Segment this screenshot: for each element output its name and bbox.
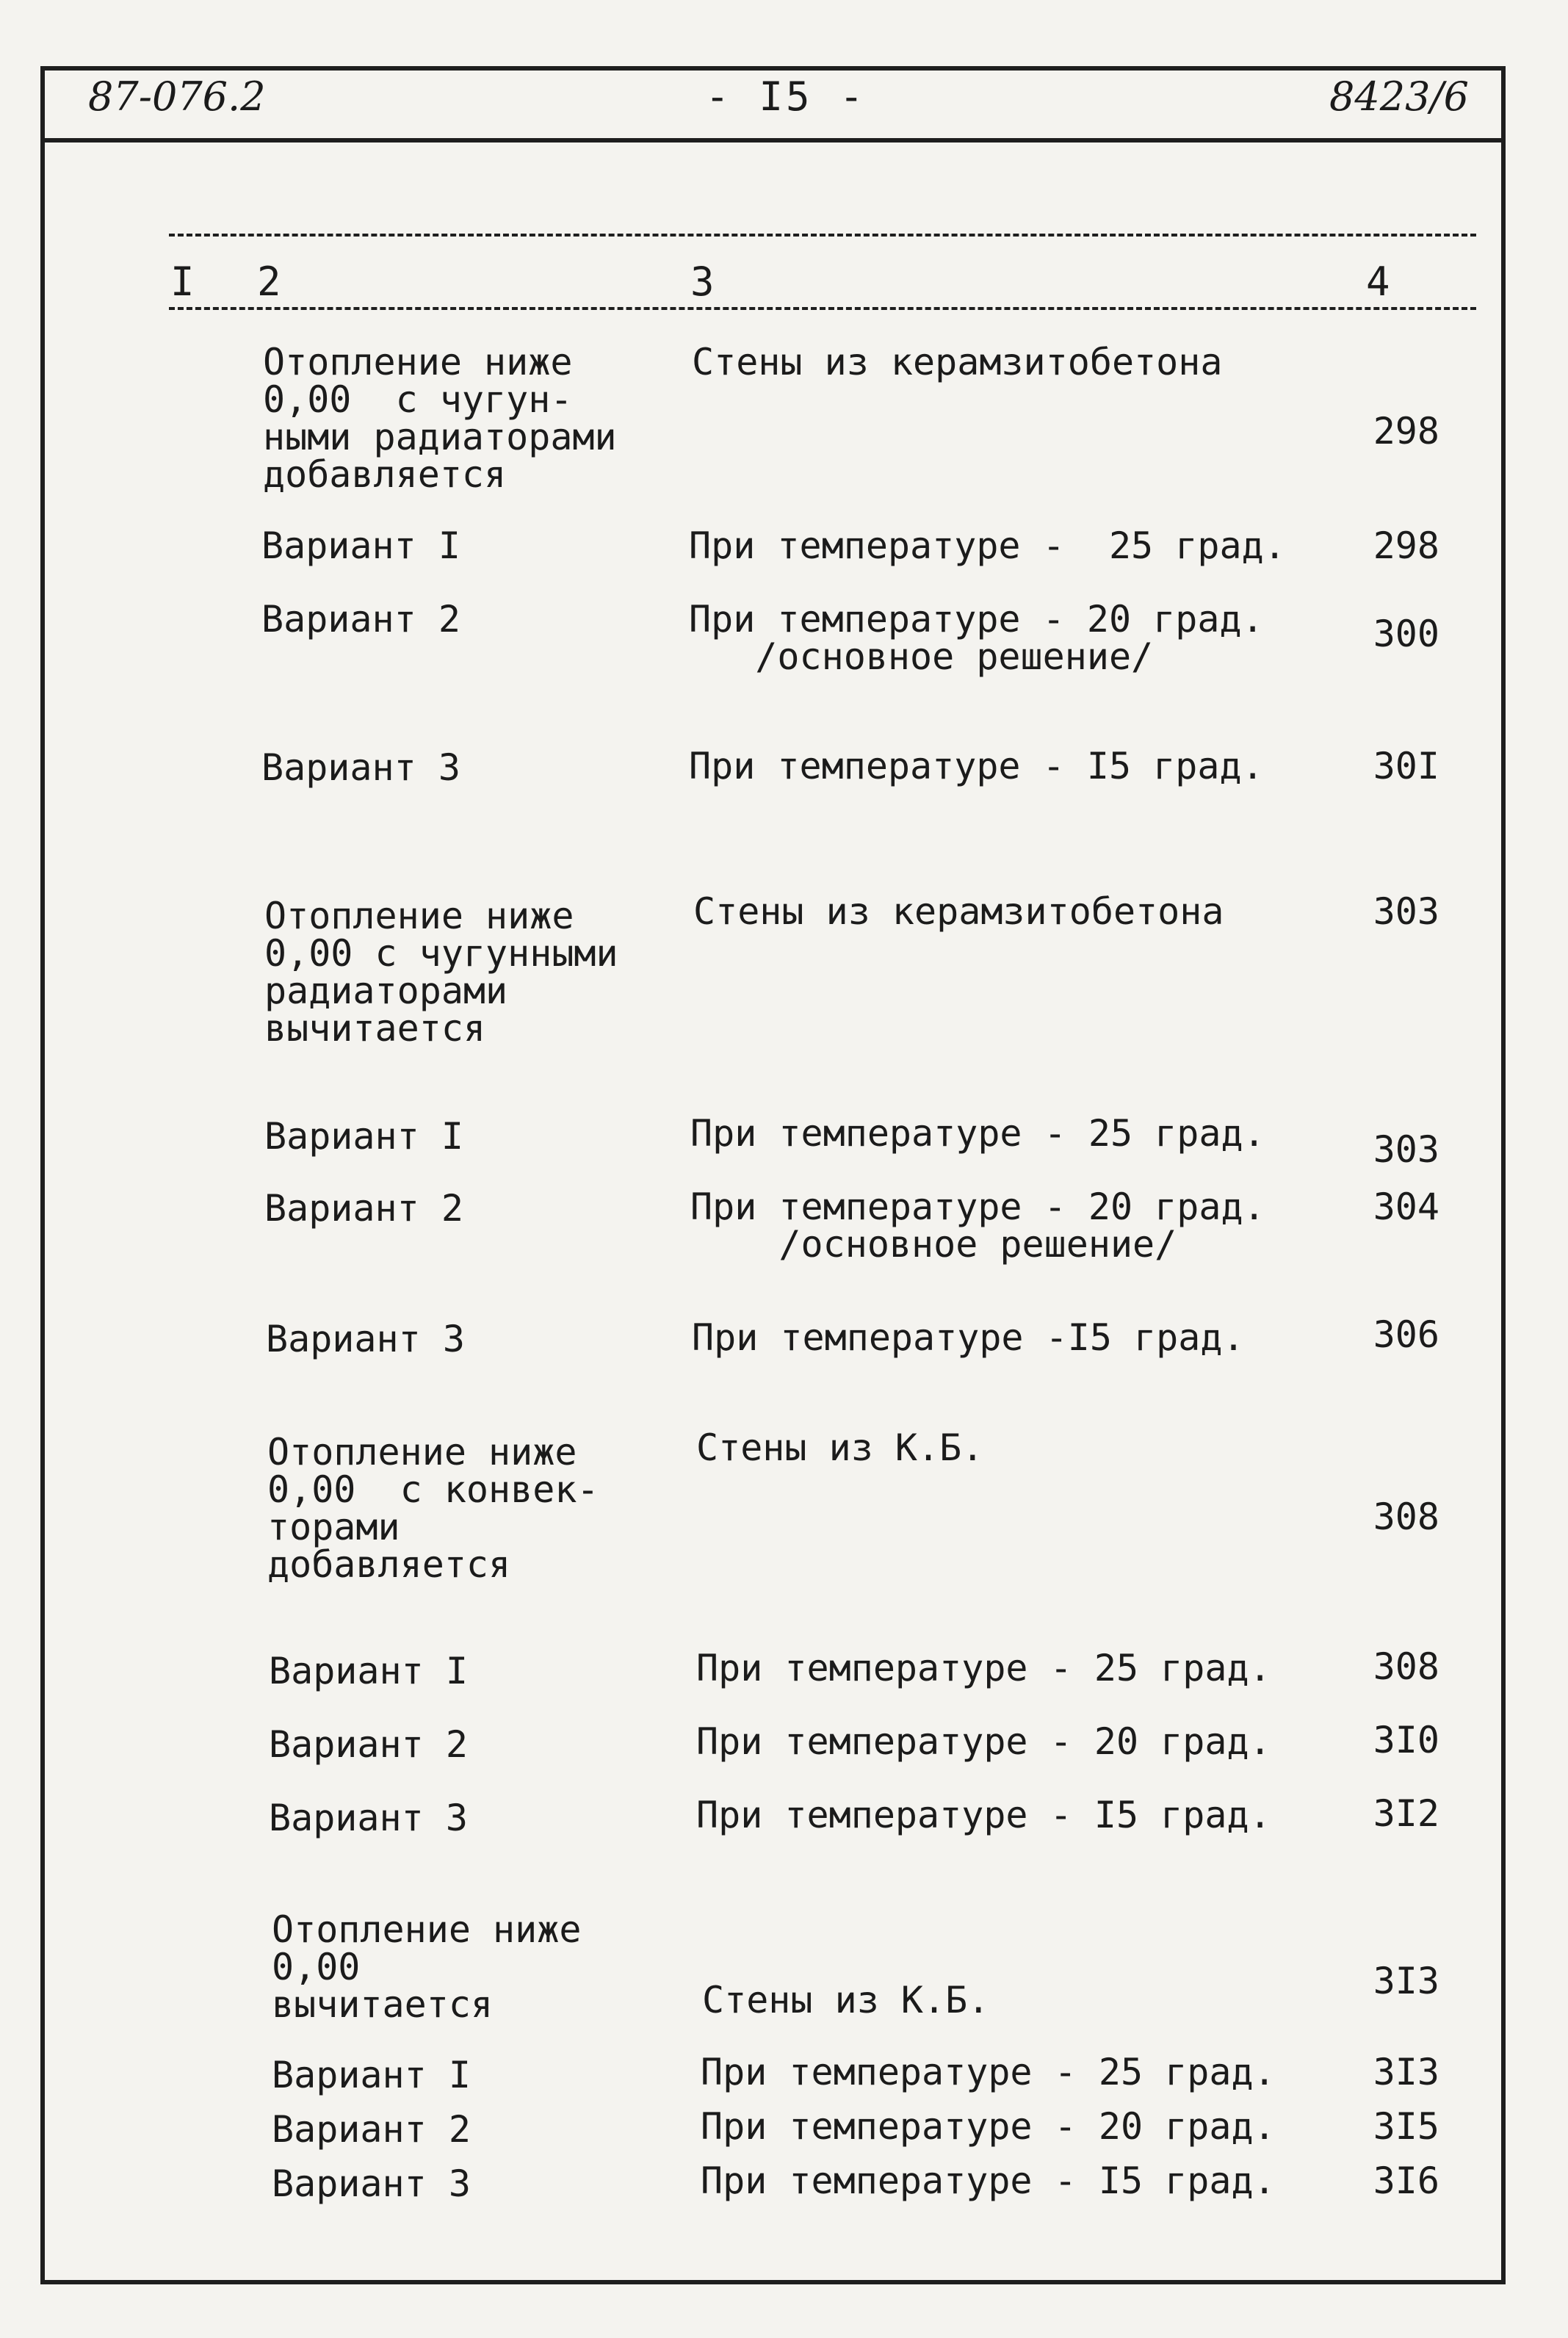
row-page: 3I3 (1373, 1960, 1439, 2002)
row-page: 303 (1373, 890, 1439, 933)
row-condition: При температуре - 20 град. (701, 2105, 1276, 2148)
row-condition: Стены из К.Б. (702, 1979, 990, 2021)
row-description: Вариант I (264, 1115, 463, 1158)
row-condition: При температуре - I5 град. (701, 2160, 1276, 2202)
header-divider (40, 138, 1506, 142)
row-condition: При температуре - 25 град. (690, 1112, 1265, 1155)
table-top-rule (169, 234, 1476, 237)
row-page: 300 (1373, 613, 1439, 655)
row-description: Отопление ниже 0,00 с чугун- ными радиаторами добавляется (263, 341, 617, 496)
row-page: 3I0 (1373, 1719, 1439, 1761)
row-description: Вариант I (269, 1650, 468, 1692)
row-description: Вариант 2 (272, 2108, 471, 2151)
row-condition: При температуре - 20 град. (696, 1720, 1271, 1763)
row-description: Отопление ниже 0,00 с конвек- торами добавляется (267, 1431, 599, 1586)
row-description: Отопление ниже 0,00 вычитается (272, 1908, 582, 2026)
column-header-4: 4 (1366, 259, 1390, 305)
row-page: 298 (1373, 524, 1439, 567)
page-number: - I5 - (705, 73, 867, 120)
table-header-rule (169, 307, 1476, 310)
row-page: 298 (1373, 410, 1439, 452)
row-description: Вариант 2 (269, 1723, 468, 1766)
row-page: 3I2 (1373, 1792, 1439, 1835)
row-description: Вариант 3 (272, 2162, 471, 2205)
row-page: 306 (1373, 1313, 1439, 1356)
row-description: Отопление ниже 0,00 с чугунными радиаторами вычитается (264, 895, 618, 1050)
row-condition: Стены из К.Б. (696, 1426, 984, 1469)
row-condition: При температуре - 25 град. (701, 2051, 1276, 2093)
row-description: Вариант I (272, 2054, 471, 2096)
row-condition: При температуре - 25 град. (689, 524, 1286, 567)
sheet-number: 8423/6 (1329, 73, 1469, 120)
row-page: 3I3 (1373, 2051, 1439, 2093)
row-page: 3I5 (1373, 2105, 1439, 2148)
column-header-2: 2 (257, 259, 281, 305)
row-condition: При температуре - I5 град. (696, 1794, 1271, 1836)
row-description: Вариант 3 (261, 746, 460, 789)
page-frame (40, 66, 1506, 2284)
row-page: 308 (1373, 1645, 1439, 1688)
row-condition: При температуре - 20 град. /основное решение/ (690, 1186, 1265, 1266)
row-description: Вариант 3 (266, 1318, 465, 1360)
row-page: 308 (1373, 1495, 1439, 1538)
row-condition: Стены из керамзитобетона (693, 890, 1224, 933)
row-page: 3I6 (1373, 2160, 1439, 2202)
column-header-1: I (170, 259, 195, 305)
row-description: Вариант I (261, 524, 460, 567)
row-page: 303 (1373, 1128, 1439, 1171)
row-condition: При температуре - 25 град. (696, 1647, 1271, 1689)
row-description: Вариант 2 (264, 1187, 463, 1230)
document-code: 87-076.2 (88, 73, 266, 120)
row-condition: Стены из керамзитобетона (692, 341, 1223, 383)
column-header-3: 3 (690, 259, 715, 305)
row-page: 304 (1373, 1186, 1439, 1228)
row-condition: При температуре -I5 град. (692, 1316, 1245, 1359)
row-condition: При температуре - I5 град. (689, 745, 1264, 787)
row-description: Вариант 3 (269, 1797, 468, 1839)
row-condition: При температуре - 20 град. /основное решение/ (689, 598, 1264, 678)
row-description: Вариант 2 (261, 598, 460, 641)
row-page: 30I (1373, 745, 1439, 787)
